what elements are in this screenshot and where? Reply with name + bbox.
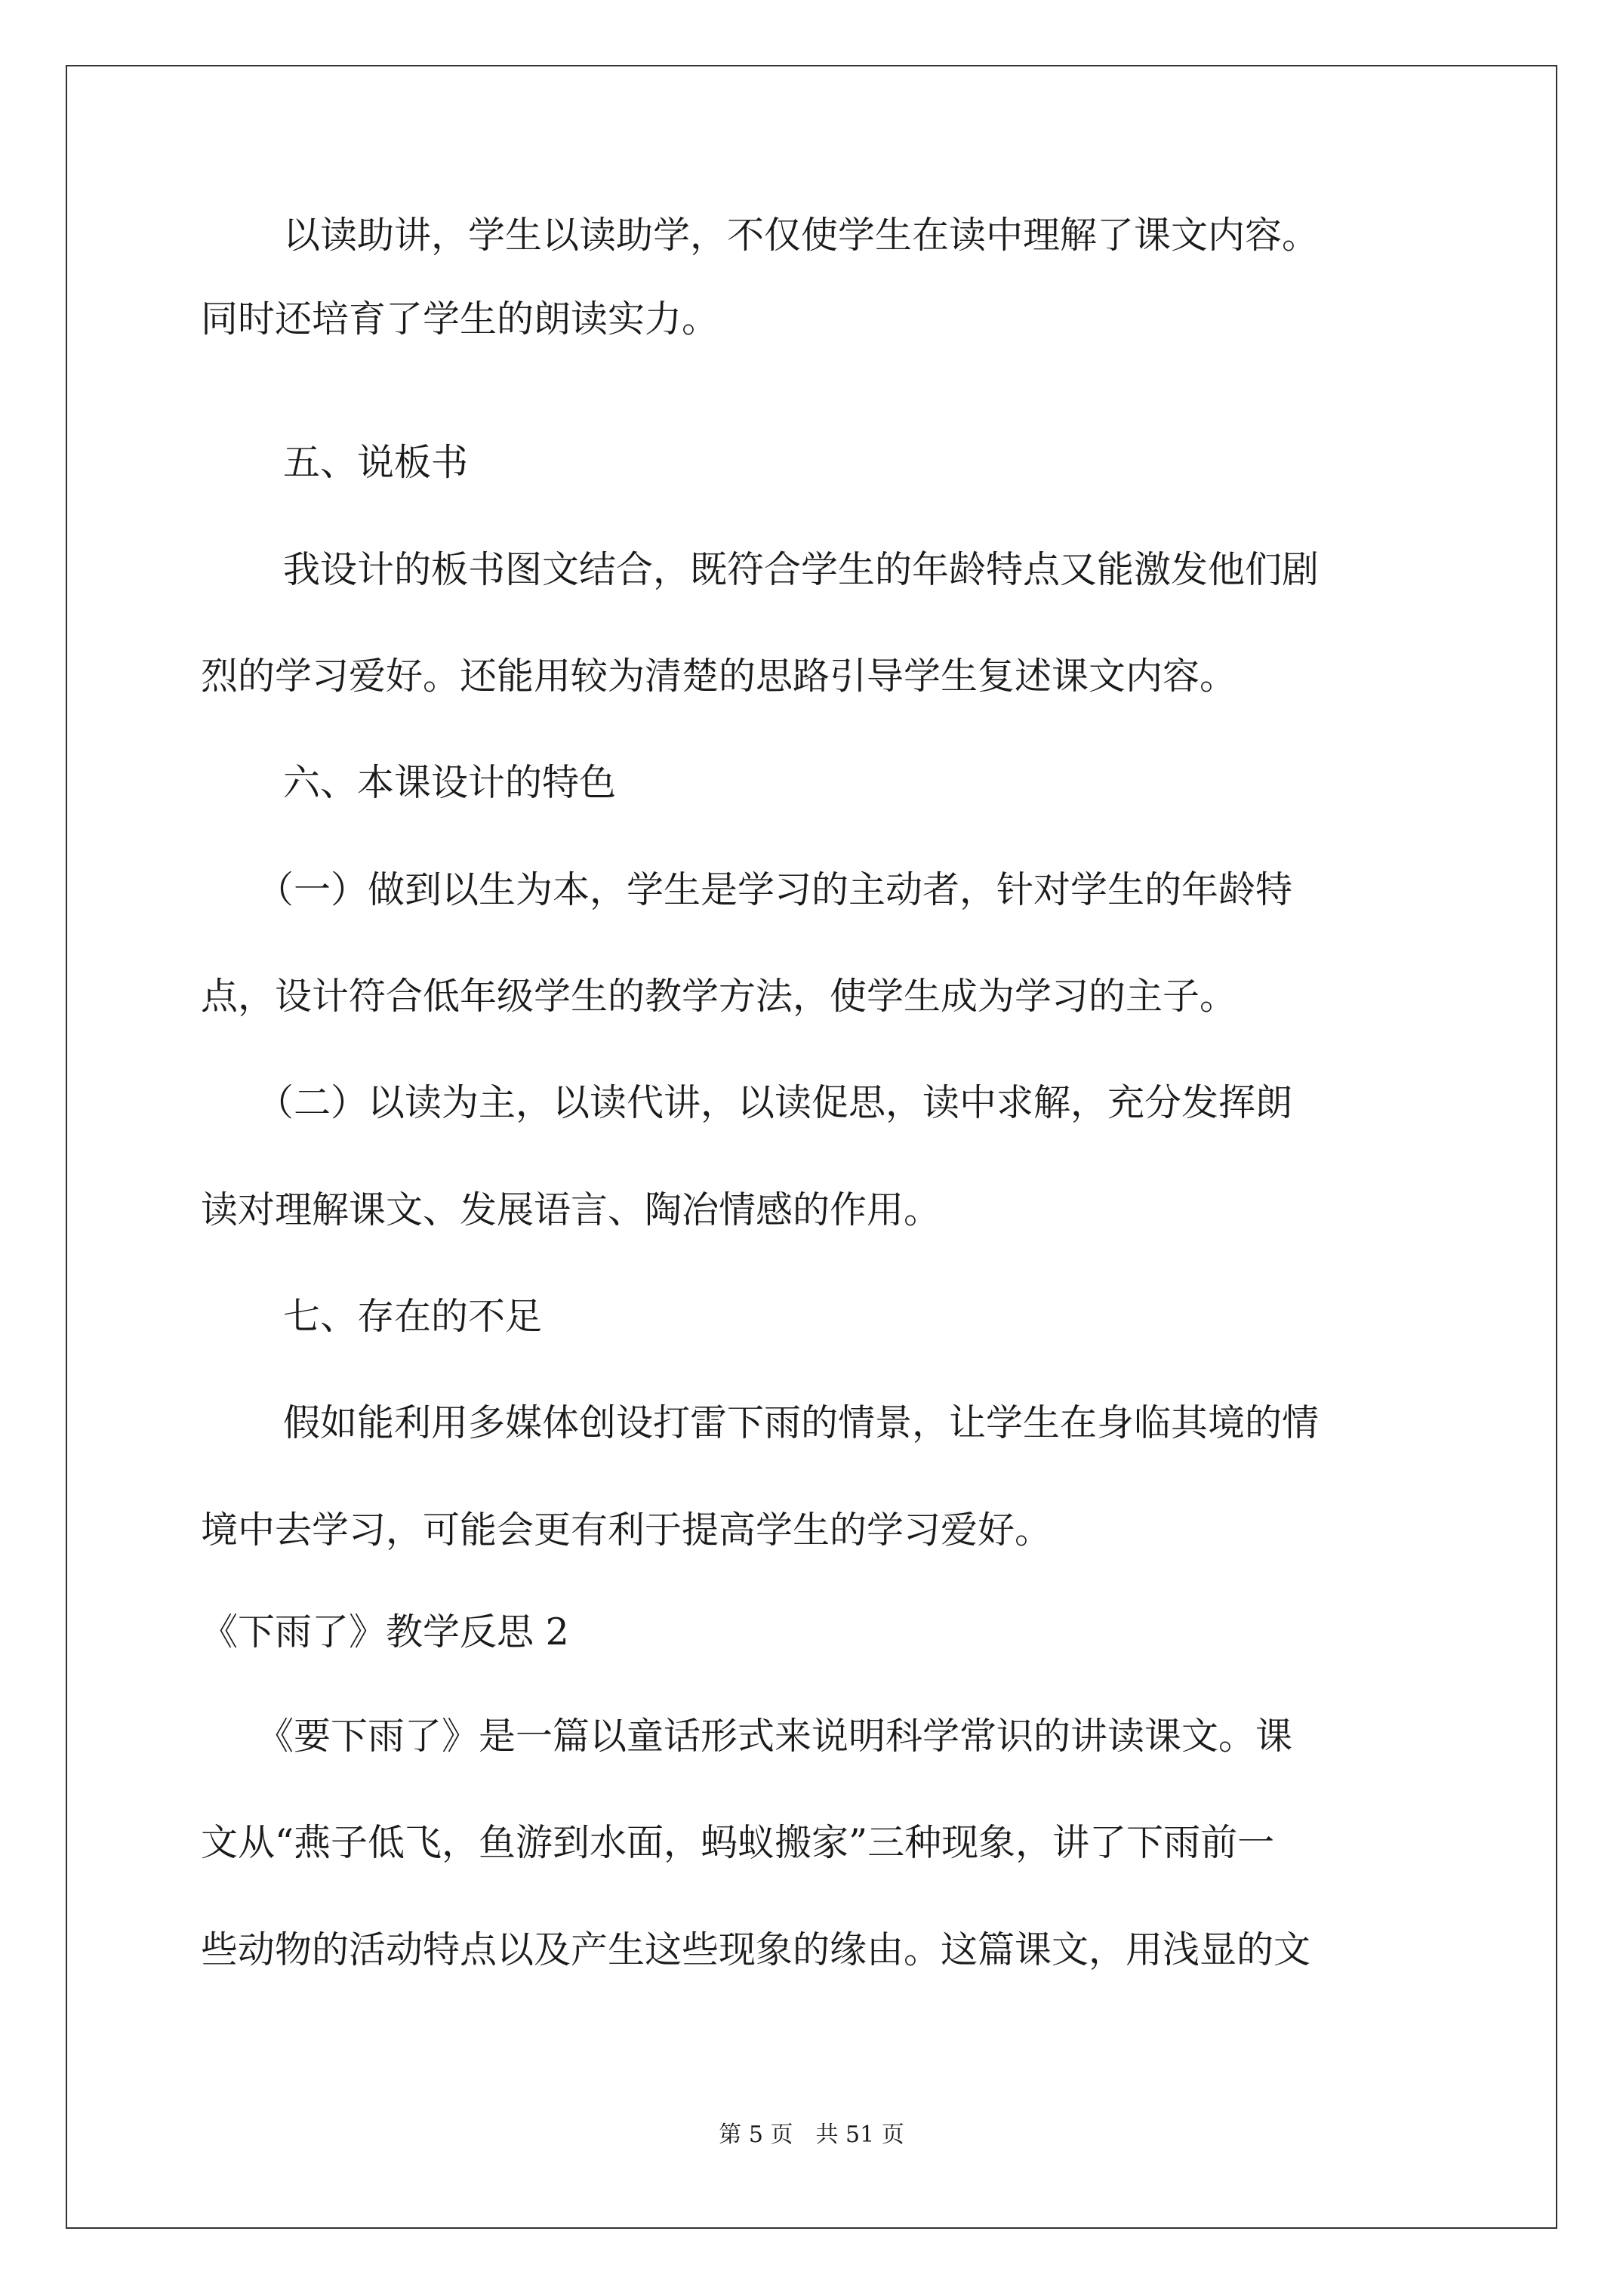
section-heading: 五、说板书 — [283, 441, 469, 484]
paragraph-line: 烈的学习爱好。还能用较为清楚的思路引导学生复述课文内容。 — [201, 655, 1237, 698]
paragraph-line: 点，设计符合低年级学生的教学方法，使学生成为学习的主子。 — [201, 975, 1237, 1018]
paragraph-line: 以读助讲，学生以读助学，不仅使学生在读中理解了课文内容。 — [283, 214, 1320, 257]
section-heading: 六、本课设计的特色 — [283, 761, 617, 804]
paragraph-line: 境中去学习，可能会更有利于提高学生的学习爱好。 — [201, 1509, 1052, 1552]
page-number: 第 5 页 共 51 页 — [719, 2122, 904, 2148]
section-heading: 七、存在的不足 — [283, 1295, 543, 1338]
paragraph-line: 文从“燕子低飞，鱼游到水面，蚂蚁搬家”三种现象，讲了下雨前一 — [201, 1821, 1275, 1864]
paragraph-line: （一）做到以生为本，学生是学习的主动者，针对学生的年龄特 — [257, 868, 1293, 911]
paragraph-line: 假如能利用多媒体创设打雷下雨的情景，让学生在身临其境的情 — [283, 1401, 1320, 1444]
paragraph-line: 同时还培育了学生的朗读实力。 — [201, 297, 719, 341]
paragraph-line: 些动物的活动特点以及产生这些现象的缘由。这篇课文，用浅显的文 — [201, 1928, 1311, 1971]
paragraph-line: （二）以读为主，以读代讲，以读促思，读中求解，充分发挥朗 — [257, 1081, 1293, 1124]
paragraph-line: 读对理解课文、发展语言、陶冶情感的作用。 — [201, 1188, 941, 1231]
page-border — [66, 65, 1557, 2229]
article-title: 《下雨了》教学反思 2 — [201, 1610, 569, 1653]
paragraph-line: 我设计的板书图文结合，既符合学生的年龄特点又能激发他们剧 — [283, 548, 1320, 591]
paragraph-line: 《要下雨了》是一篇以童话形式来说明科学常识的讲读课文。课 — [257, 1715, 1293, 1758]
